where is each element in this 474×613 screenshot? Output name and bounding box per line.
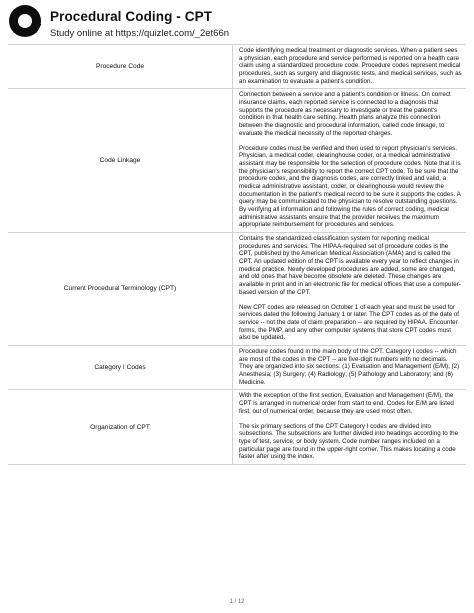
page-number: 1 / 12 (229, 599, 245, 605)
table-row (8, 45, 466, 89)
definition-paragraph: With the exception of the first section, Evaluation and Management (E/M), the CPT is arranged in numerical order from start to end. Codes for E/M are listed first, out of numerical order, because they are used most often. (239, 392, 454, 415)
definition-cell (233, 390, 467, 465)
definition-paragraph: Procedure codes must be verified and then used to report physician's services. Physician, a medical coder, clearinghouse coder, or a medical administrative assistant may be responsible for the selection of procedure codes. Note that it is the physician's responsibility to report the correct CPT code. To be sure that the procedure codes, and the diagnosis codes, are correctly linked and valid, a medical administrative assistant, coder, or clearinghouse would review the documentation in the patient's medical record to be sure it supports the codes. A query may be communicated to the physician to resolve outstanding questions. By verifying all information and following the rules of correct coding, medical administrative assistants ensure that the provider receives the maximum appropriate reimbursement for procedures and services. (239, 144, 461, 229)
definition-cell (233, 45, 467, 89)
definition-paragraph: Contains the standardized classification system for reporting medical procedures and services. The HIPAA-required set of procedure codes is the CPT, published by the American Medical Association (AMA) and is called the CPT. An updated edition of the CPT is available every year to reflect changes in medical practice. Newly developed procedures are added, some are changed, and old ones that have become obsolete are deleted. These changes are available in print and in an electronic file for medical offices that use a computer-based version of the CPT. (239, 234, 461, 296)
table-row (8, 390, 466, 465)
definition-paragraph: The six primary sections of the CPT Category I codes are divided into subsections. The subsections are further divided into headings according to the type of test, service, or body system. Code number ranges included on a particular page are found in the upper-right corner. This makes locating a code faster after using the index. (239, 422, 459, 461)
term-cell: Current Procedural Terminology (CPT) (8, 232, 233, 345)
table-row (8, 232, 466, 345)
term-cell: Organization of CPT (8, 390, 233, 465)
definition-paragraph: New CPT codes are released on October 1 of each year and must be used for services dated the following January 1 or later. The CPT codes as of the date of service -- not the date of claim preparation -- are required by HIPAA. Encounter forms, the PMP, and any other computer systems that store CPT codes must also be updated. (239, 303, 460, 342)
definition-paragraph: Procedure codes found in the main body of the CPT. Category I codes -- which are most of the codes in the CPT -- are five-digit numbers with no decimals. They are organized into six sections: (1) Evaluation and Management (E/M), (2) Anesthesia; (3) Surgery; (4) Radiology; (5) Pathology and Laboratory; and (6) Medicine. (239, 347, 460, 386)
term-cell: Category I Codes (8, 345, 233, 389)
definition-paragraph: Code identifying medical treatment or diagnostic services. When a patient sees a physician, each procedure and service performed is reported on a health care claim using a standardized procedure code. Procedure codes represent medical procedures, such as surgery and diagnostic tests, and medical services, such as an examination to evaluate a patient's condition. (239, 47, 462, 85)
page-header (0, 0, 474, 44)
study-online-link[interactable]: Study online at https://quizlet.com/_2et66n (50, 28, 230, 39)
term-cell: Code Linkage (8, 89, 233, 233)
definition-cell (233, 232, 467, 345)
definition-paragraph: Connection between a service and a patient's condition or illness. On correct insurance claims, each reported service is connected to a diagnosis that supports the procedure as necessary to investigate or treat the patient's condition in that health care setting. Health plans analyze this connection between the diagnostic and procedural information, called code linkage, to evaluate the medical necessity of the reported charges. (239, 91, 451, 137)
table-row (8, 345, 466, 389)
term-cell: Procedure Code (8, 45, 233, 89)
table-row (8, 89, 466, 233)
definition-cell (233, 89, 467, 233)
flashcard-table (8, 44, 466, 465)
definition-cell (233, 345, 467, 389)
page-title: Procedural Coding - CPT (50, 9, 213, 24)
